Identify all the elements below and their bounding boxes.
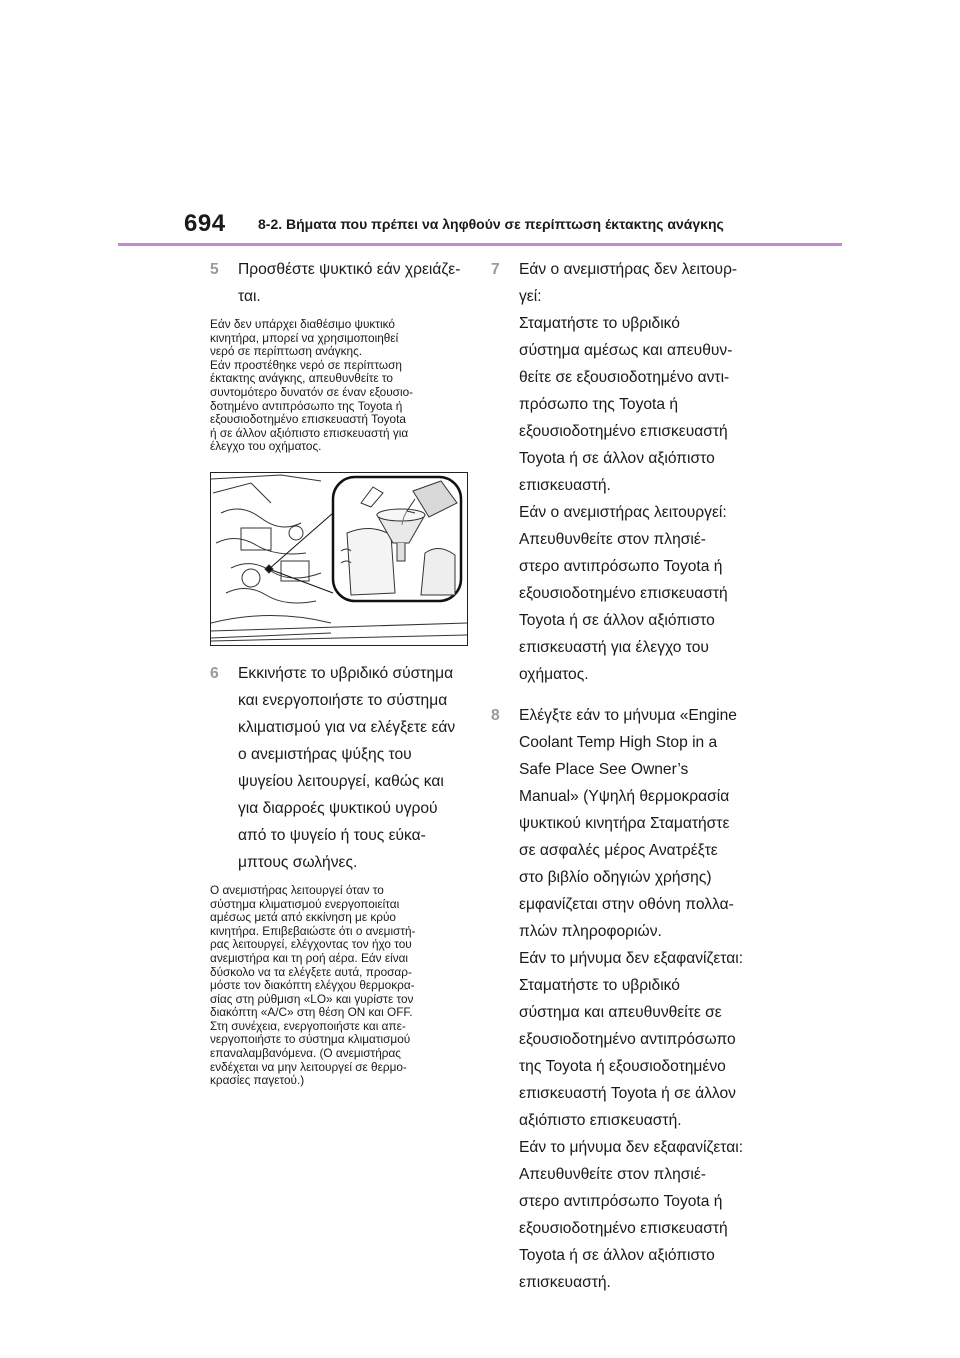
note-line: ρας λειτουργεί, ελέγχοντας τον ήχο του: [210, 937, 412, 952]
note-line: μόστε τον διακόπτη ελέγχου θερμοκρα-: [210, 978, 415, 993]
note-line: νερό σε περίπτωση ανάγκης.: [210, 344, 363, 359]
step-text-line: ται.: [238, 288, 261, 305]
step-text-line: και ενεργοποιήστε το σύστημα: [238, 691, 448, 709]
note-line: ανεμιστήρα και τη ροή αέρα. Εάν είναι: [210, 950, 409, 965]
step-text-line: εμφανίζεται στην οθόνη πολλα-: [519, 896, 734, 913]
step-text-line: για διαρροές ψυκτικού υγρού: [238, 799, 438, 817]
step-text-line: Εάν το μήνυμα δεν εξαφανίζεται:: [519, 950, 744, 967]
inset-circle: [333, 477, 461, 601]
step-number: 5: [210, 261, 219, 278]
step-text-line: Σταματήστε το υβριδικό: [519, 315, 680, 332]
note-line: σίας στη ρύθμιση «LO» και γυρίστε τον: [210, 991, 414, 1006]
step-text-line: Safe Place See Owner’s: [519, 761, 689, 778]
step-text-line: στερο αντιπρόσωπο Toyota ή: [519, 558, 723, 575]
note-line: δύσκολο να τα ελέγξετε αυτά, προσαρ-: [210, 964, 412, 979]
left-column: [210, 256, 472, 1088]
step-text-line: Απευθυνθείτε στον πλησιέ-: [519, 531, 706, 548]
illustration-drawing: [211, 473, 467, 645]
note-line: συντομότερο δυνατόν σε έναν εξουσιο-: [210, 384, 414, 399]
step-text-line: κλιματισμού για να ελέγξετε εάν: [238, 718, 456, 736]
step-text-line: Εκκινήστε το υβριδικό σύστημα: [238, 664, 454, 682]
step-text-line: Toyota ή σε άλλον αξιόπιστο: [519, 612, 715, 629]
step-text-line: Coolant Temp High Stop in a: [519, 734, 718, 751]
step-text-line: οχήματος.: [519, 666, 589, 683]
step-text-line: Εάν ο ανεμιστήρας δεν λειτουρ-: [519, 261, 738, 278]
note-line: Στη συνέχεια, ενεργοποιήστε και απε-: [210, 1018, 406, 1033]
step-text-line: εξουσιοδοτημένο αντιπρόσωπο: [519, 1031, 736, 1048]
step-text-line: Toyota ή σε άλλον αξιόπιστο: [519, 1247, 715, 1264]
note-line: ενδέχεται να μην λειτουργεί σε θερμο-: [210, 1059, 407, 1074]
step-text-line: στερο αντιπρόσωπο Toyota ή: [519, 1193, 723, 1210]
step-text-line: θείτε σε εξουσιοδοτημένο αντι-: [519, 369, 730, 386]
engine-coolant-illustration: [210, 472, 468, 646]
section-title: 8-2. Βήματα που πρέπει να ληφθούν σε περίπτωση έκτακτης ανάγκης: [258, 216, 724, 232]
step-7: [491, 256, 753, 688]
right-column: [491, 256, 753, 1296]
header-divider: [118, 243, 842, 246]
step-text-line: Toyota ή σε άλλον αξιόπιστο: [519, 450, 715, 467]
step-text-line: σε ασφαλές μέρος Ανατρέξτε: [519, 842, 718, 859]
step-text-line: Ελέγξτε εάν το μήνυμα «Engine: [519, 707, 737, 724]
step-text-line: επισκευαστή.: [519, 1274, 611, 1291]
note-line: Εάν δεν υπάρχει διαθέσιμο ψυκτικό: [210, 317, 395, 331]
note-line: ή σε άλλον αξιόπιστο επισκευαστή για: [210, 425, 409, 440]
step-text-line: εξουσιοδοτημένο επισκευαστή: [519, 423, 728, 440]
note-line: κρασίες παγετού.): [210, 1073, 305, 1088]
note-line: κινητήρα. Επιβεβαιώστε ότι ο ανεμιστή-: [210, 923, 416, 938]
step-5-note: [210, 318, 472, 454]
step-text-line: Εάν ο ανεμιστήρας λειτουργεί:: [519, 504, 727, 521]
step-text-line: Manual» (Υψηλή θερμοκρασία: [519, 788, 730, 805]
step-text-line: της Toyota ή εξουσιοδοτημένο: [519, 1058, 726, 1075]
page-number: 694: [184, 210, 226, 237]
note-line: αμέσως μετά από εκκίνηση με κρύο: [210, 910, 396, 925]
note-line: διακόπτη «A/C» στη θέση ON και OFF.: [210, 1005, 413, 1020]
step-number: 8: [491, 707, 500, 724]
note-line: εξουσιοδοτημένο επισκευαστή Toyota: [210, 412, 406, 427]
step-text-line: πλών πληροφοριών.: [519, 923, 662, 940]
note-line: δοτημένο αντιπρόσωπο της Toyota ή: [210, 398, 403, 413]
step-text-line: ψυκτικού κινητήρα Σταματήστε: [519, 815, 730, 832]
note-line: επαναλαμβανόμενα. (Ο ανεμιστήρας: [210, 1046, 401, 1061]
step-5: [210, 256, 472, 310]
step-text-line: επισκευαστή για έλεγχο του: [519, 639, 709, 656]
step-8: [491, 702, 753, 1296]
note-line: έλεγχο του οχήματος.: [210, 439, 322, 454]
step-text-line: επισκευαστή.: [519, 477, 611, 494]
note-line: κινητήρα, μπορεί να χρησιμοποιηθεί: [210, 330, 399, 345]
step-text-line: στο βιβλίο οδηγιών χρήσης): [519, 869, 712, 886]
note-line: νεργοποιήστε το σύστημα κλιματισμού: [210, 1032, 411, 1047]
step-text-line: σύστημα και απευθυνθείτε σε: [519, 1004, 722, 1021]
step-text-line: πρόσωπο της Toyota ή: [519, 396, 679, 413]
step-text-line: Σταματήστε το υβριδικό: [519, 977, 680, 994]
step-text-line: επισκευαστή Toyota ή σε άλλον: [519, 1085, 736, 1102]
note-line: Ο ανεμιστήρας λειτουργεί όταν το: [210, 882, 384, 897]
note-line: Εάν προστέθηκε νερό σε περίπτωση: [210, 357, 402, 372]
step-text-line: από το ψυγείο ή τους εύκα-: [238, 826, 426, 844]
step-number: 7: [491, 261, 500, 278]
note-line: έκτακτης ανάγκης, απευθυνθείτε το: [210, 371, 393, 386]
step-text-line: αξιόπιστο επισκευαστή.: [519, 1112, 682, 1129]
step-text-line: εξουσιοδοτημένο επισκευαστή: [519, 1220, 728, 1237]
step-6: [210, 660, 472, 876]
step-text-line: ο ανεμιστήρας ψύξης του: [238, 745, 412, 763]
step-text-line: Εάν το μήνυμα δεν εξαφανίζεται:: [519, 1139, 744, 1156]
step-text-line: μπτους σωλήνες.: [238, 853, 358, 871]
step-text-line: Απευθυνθείτε στον πλησιέ-: [519, 1166, 706, 1183]
note-line: σύστημα κλιματισμού ενεργοποιείται: [210, 896, 400, 911]
step-text-line: Προσθέστε ψυκτικό εάν χρειάζε-: [238, 261, 461, 278]
step-number: 6: [210, 664, 219, 682]
step-6-note: [210, 884, 472, 1088]
step-text-line: εξουσιοδοτημένο επισκευαστή: [519, 585, 728, 602]
step-text-line: γεί:: [519, 288, 542, 305]
step-text-line: ψυγείου λειτουργεί, καθώς και: [238, 772, 444, 790]
step-text-line: σύστημα αμέσως και απευθυν-: [519, 342, 733, 359]
